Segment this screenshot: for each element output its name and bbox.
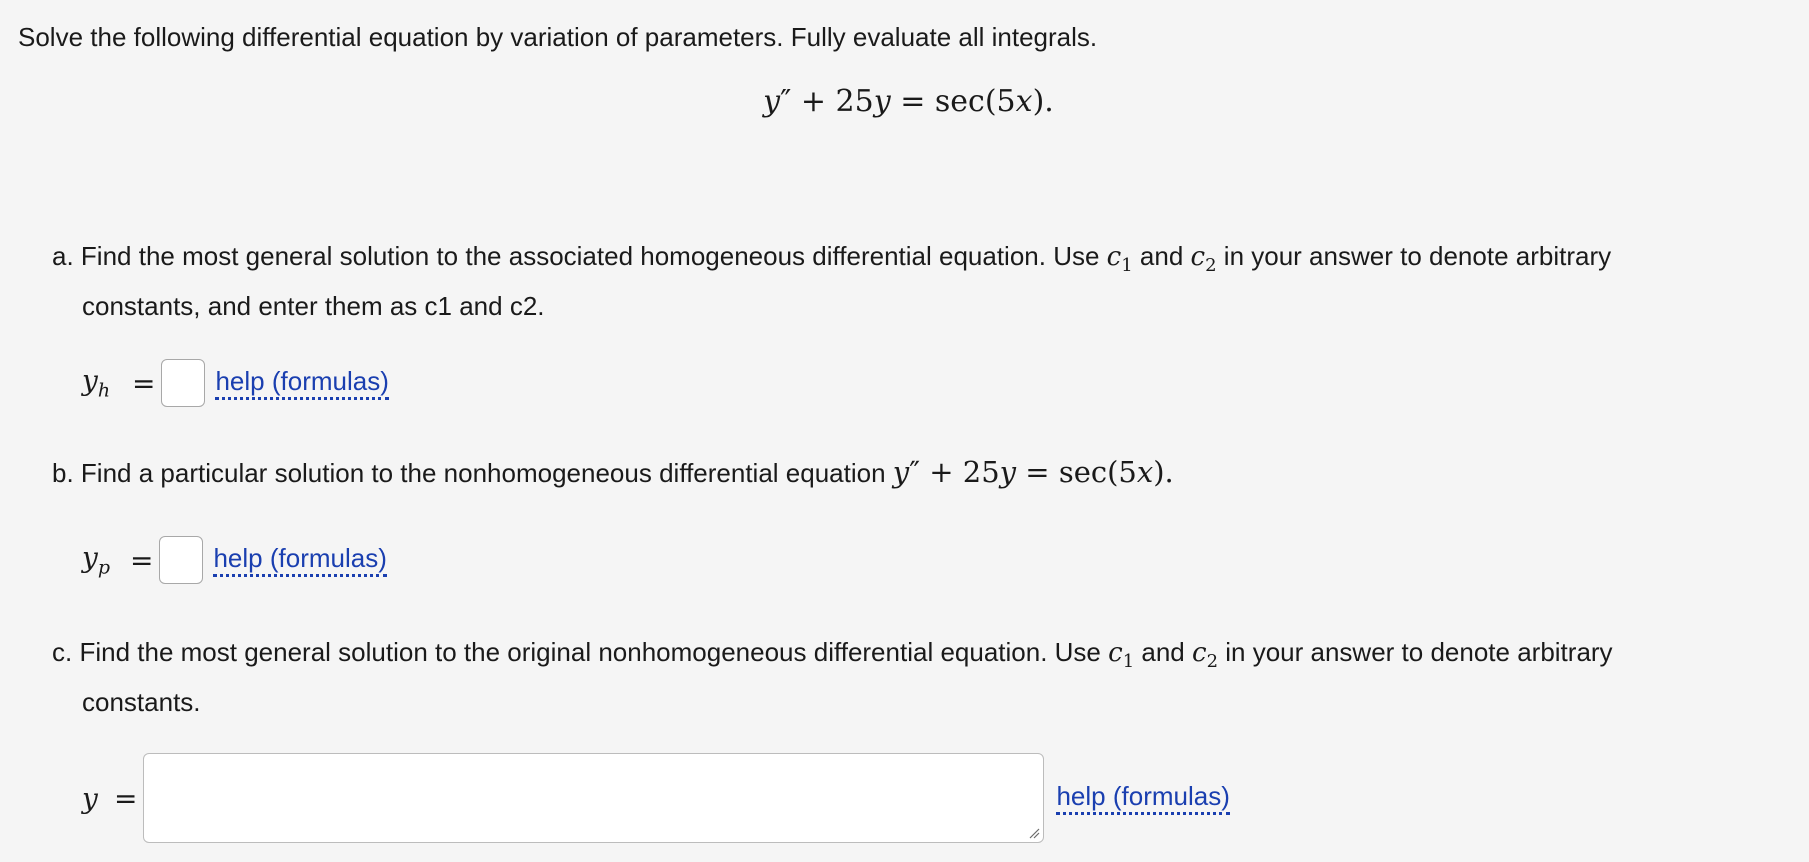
eq-func: sec(5 <box>934 84 1016 119</box>
part-c-text1: Find the most general solution to the original nonhomogeneous differential equation. Use <box>79 637 1101 667</box>
answer-row-yp <box>82 536 387 584</box>
part-a-c2: $c_2$ <box>1190 242 1217 277</box>
part-c-and: and <box>1141 637 1185 667</box>
eq-equals: = <box>890 84 935 119</box>
eq-y2: y <box>873 84 891 119</box>
yp-equals: = <box>130 543 154 577</box>
yh-label: $y_h$ <box>82 364 111 402</box>
y-equals: = <box>114 781 138 815</box>
yh-equals: = <box>132 366 156 400</box>
part-c-c1: $c_1$ <box>1108 638 1135 673</box>
part-b-equation: y″ + 25y = sec(5x). <box>892 455 1174 489</box>
part-a-and: and <box>1139 241 1184 271</box>
yp-help-link[interactable]: help (formulas) <box>213 543 386 577</box>
yh-answer-input[interactable] <box>161 359 205 407</box>
yh-help-link[interactable]: help (formulas) <box>215 366 388 400</box>
eq-y: y <box>763 84 781 119</box>
eq-x: x <box>1015 84 1033 119</box>
y-help-link[interactable]: help (formulas) <box>1056 781 1229 815</box>
part-b-marker: b. <box>52 458 74 488</box>
resize-grip-icon[interactable] <box>1028 827 1040 839</box>
part-b-question <box>52 452 1792 493</box>
eq-prime: ″ <box>780 84 792 119</box>
answer-row-yh <box>82 359 389 407</box>
y-answer-textarea[interactable] <box>143 753 1044 843</box>
part-c-marker: c. <box>52 637 73 667</box>
part-a-text3: constants, and enter them as c1 and c2. <box>82 291 545 322</box>
problem-intro: Solve the following differential equation by variation of parameters. Fully evaluate all integrals. <box>18 22 1098 52</box>
part-c-c2: $c_2$ <box>1192 638 1219 673</box>
part-a-marker: a. <box>52 241 74 271</box>
eq-plus: + 25 <box>791 84 874 119</box>
part-a-c1: $c_1$ <box>1106 242 1133 277</box>
yp-answer-input[interactable] <box>159 536 203 584</box>
part-a-text1: Find the most general solution to the associated homogeneous differential equation. Use <box>80 241 1100 271</box>
part-a-text2: in your answer to denote arbitrary <box>1223 241 1612 271</box>
part-c-text3: constants. <box>82 687 201 718</box>
yp-label: $y_p$ <box>82 541 110 579</box>
y-label: y <box>82 781 98 815</box>
part-c-question <box>52 632 1792 722</box>
part-b-text1: Find a particular solution to the nonhomogeneous differential equation <box>80 458 886 488</box>
display-equation <box>0 82 1809 122</box>
eq-close: ). <box>1032 84 1054 119</box>
answer-row-y <box>82 753 1230 843</box>
part-a-question <box>52 236 1792 326</box>
part-c-text2: in your answer to denote arbitrary <box>1225 637 1613 667</box>
